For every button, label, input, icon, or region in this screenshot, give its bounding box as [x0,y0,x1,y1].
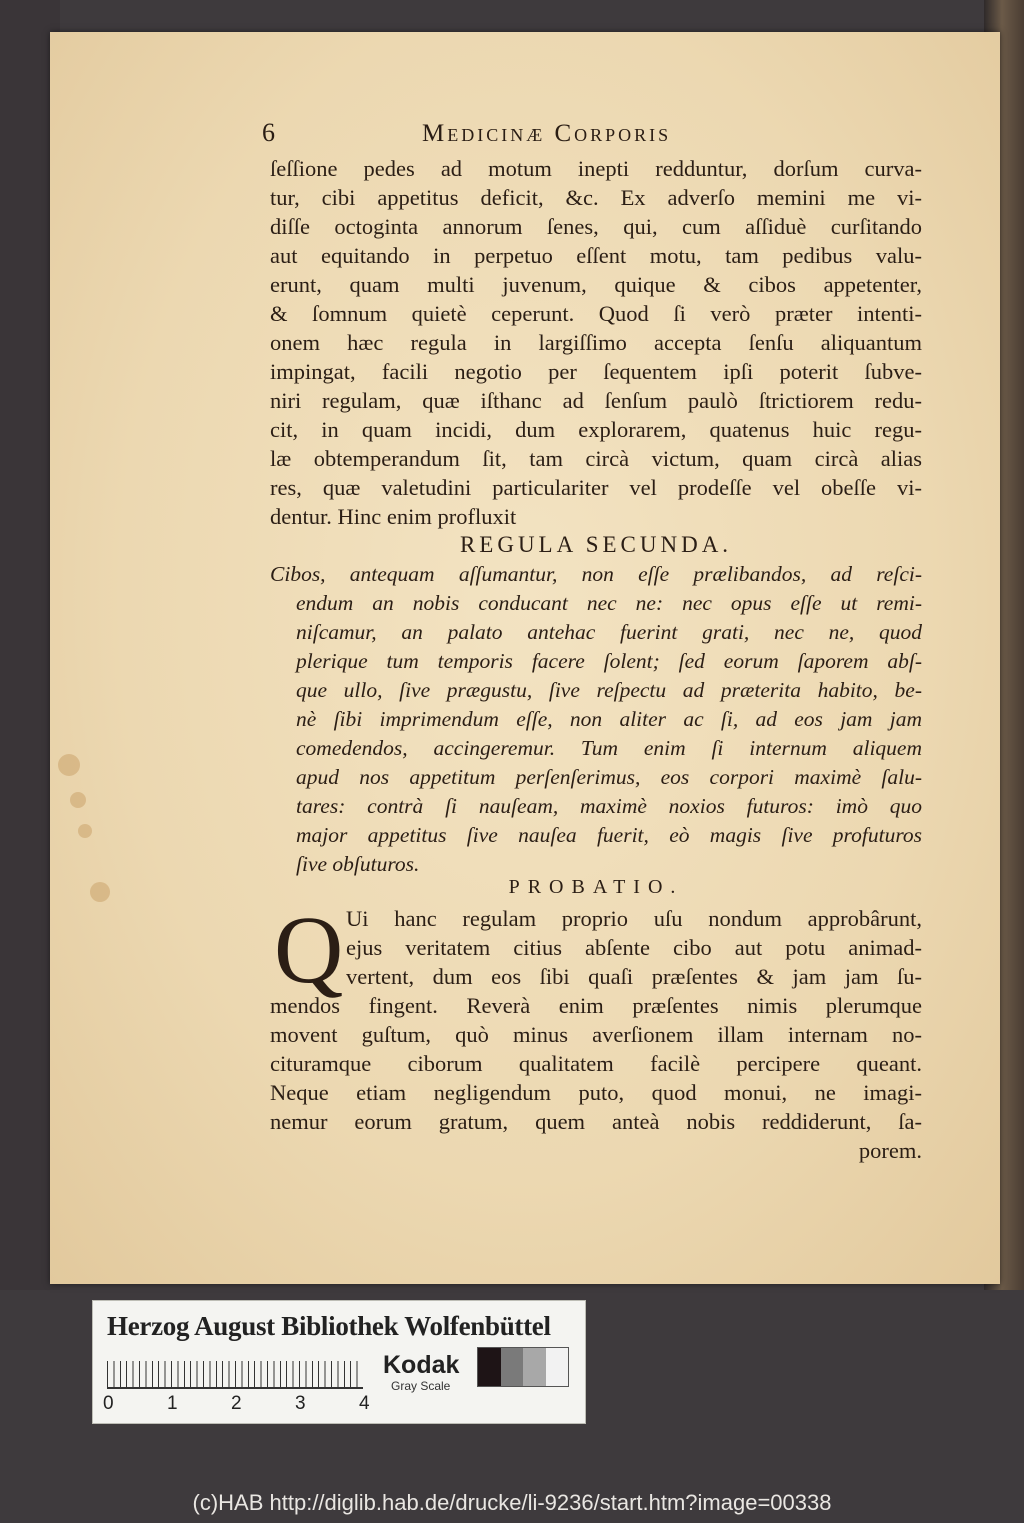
ruler-number: 1 [167,1393,178,1414]
text-line: movent guſtum, quò minus averſionem illam internam no- [270,1022,922,1047]
text-line: que ullo, ſive prægustu, ſive reſpectu ad præterita habito, be- [296,678,922,702]
text-line: endum an nobis conducant nec ne: nec opus eſſe ut remi- [296,591,922,615]
text-line: ſive obſuturos. [296,852,420,876]
text-line: cituramque ciborum qualitatem facilè percipere queant. [270,1051,922,1076]
text-line: vertent, dum eos ſibi quaſi præſentes & jam jam ſu- [346,964,922,989]
text-line: cit, in quam incidi, dum explorarem, quatenus huic regu- [270,417,922,442]
text-line: impingat, facili negotio per ſequentem ipſi poterit ſubve- [270,359,922,384]
probatio-indented [346,904,922,991]
ruler-number: 4 [359,1393,370,1414]
text-line: erunt, quam multi juvenum, quique & cibos appetenter, [270,272,922,297]
ruler-number: 3 [295,1393,306,1414]
text-line: tares: contrà ſi nauſeam, maximè noxios futuros: imò quo [296,794,922,818]
text-line: plerique tum temporis facere ſolent; ſed eorum ſaporem abſ- [296,649,922,673]
text-line: comedendos, accingeremur. Tum enim ſi internum aliquem [296,736,922,760]
text-line: mendos fingent. Reverà enim præſentes nimis plerumque [270,993,922,1018]
copyright-footer: (c)HAB http://diglib.hab.de/drucke/li-9236/start.htm?image=00338 [192,1490,832,1515]
text-line: diſſe octoginta annorum ſenes, qui, cum aſſiduè curſitando [270,214,922,239]
library-name: Herzog August Bibliothek Wolfenbüttel [107,1311,551,1341]
heading-regula-secunda: REGULA SECUNDA. [459,532,733,557]
gray-swatch [546,1348,569,1386]
text-line: Cibos, antequam aſſumantur, non eſſe prælibandos, ad reſci- [270,562,922,586]
gray-swatch [501,1348,524,1386]
stain [58,754,80,776]
text-line: dentur. Hinc enim profluxit [270,504,517,529]
gray-swatch [523,1348,546,1386]
page-header [262,118,932,152]
text-line: major appetitus ſive nauſea fuerit, eò magis ſive profuturos [296,823,922,847]
scale-ruler [107,1355,363,1389]
text-line: & ſomnum quietè ceperunt. Quod ſi verò præter intenti- [270,301,922,326]
gray-swatch [478,1348,501,1386]
heading-probatio: PROBATIO. [508,876,684,898]
library-color-card [92,1300,586,1424]
text-line: ejus veritatem citius abſente cibo aut potu animad- [346,935,922,960]
text-line: Neque etiam negligendum puto, quod monui, ne imagi- [270,1080,922,1105]
catchword: porem. [858,1138,922,1163]
probatio-body [270,991,922,1165]
text-line: niri regulam, quæ iſthanc ad ſenſum paulò ſtrictiorem redu- [270,388,922,413]
text-line: tur, cibi appetitus deficit, &c. Ex adverſo memini me vi- [270,185,922,210]
text-line: læ obtemperandum ſit, tam circà victum, quam circà alias [270,446,922,471]
stain [70,792,86,808]
page-number: 6 [262,118,275,147]
text-line: aut equitando in perpetuo eſſent motu, tam pedibus valu- [270,243,922,268]
text-line: niſcamur, an palato antehac fuerint grati, nec ne, quod [296,620,922,644]
text-line: nè ſibi imprimendum eſſe, non aliter ac ſi, ad eos jam jam [296,707,922,731]
gray-scale-label: Gray Scale [391,1379,451,1393]
ruler-number: 2 [231,1393,242,1414]
gray-swatches [477,1347,569,1387]
rule-text [270,560,922,879]
text-line: res, quæ valetudini particulariter vel prodeſſe vel obeſſe vi- [270,475,922,500]
ruler-number: 0 [103,1393,114,1414]
running-title: Medicinæ Corporis [422,120,672,147]
drop-cap: Q [274,896,344,1003]
paragraph-1 [270,154,922,531]
stain [90,882,110,902]
text-line: apud nos appetitum perſenſerimus, eos corpori maximè ſalu- [296,765,922,789]
kodak-logo: Kodak [383,1351,460,1379]
text-line: nemur eorum gratum, quem anteà nobis reddiderunt, ſa- [270,1109,922,1134]
text-line: onem hæc regula in largiſſimo accepta ſenſu aliquantum [270,330,922,355]
stain [78,824,92,838]
text-line: Ui hanc regulam proprio uſu nondum approbârunt, [346,906,922,931]
text-line: ſeſſione pedes ad motum inepti redduntur, dorſum curva- [270,156,922,181]
